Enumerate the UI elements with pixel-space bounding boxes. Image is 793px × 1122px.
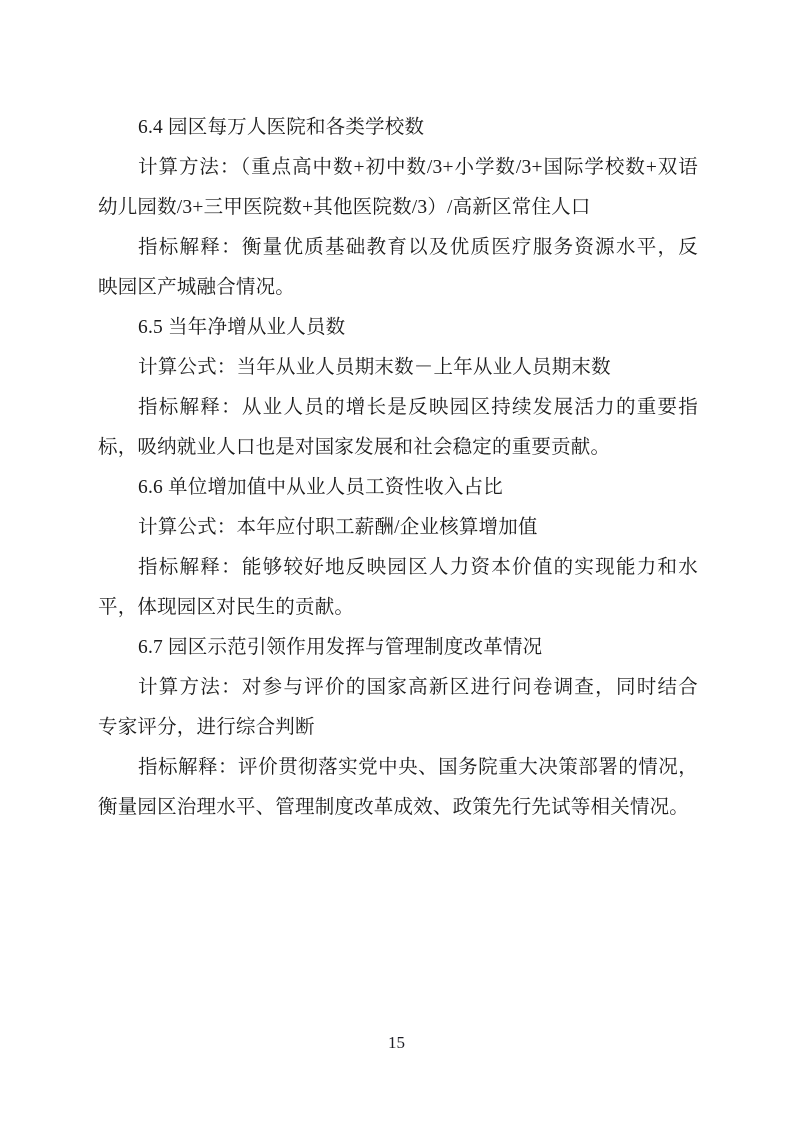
page-number: 15: [388, 1033, 405, 1052]
paragraph-line: 映园区产城融合情况。: [98, 277, 296, 298]
section-heading-6-5: 6.5 当年净增从业人员数: [138, 317, 346, 338]
paragraph-line: 衡量园区治理水平、管理制度改革成效、政策先行先试等相关情况。: [98, 797, 690, 818]
paragraph-line: 计算公式：本年应付职工薪酬/企业核算增加值: [138, 517, 538, 538]
paragraph-line: 计算方法：对参与评价的国家高新区进行问卷调查，同时结合: [138, 677, 698, 698]
paragraph-line: 指标解释：从业人员的增长是反映园区持续发展活力的重要指: [138, 397, 698, 418]
paragraph-line: 指标解释：衡量优质基础教育以及优质医疗服务资源水平，反: [138, 237, 698, 258]
paragraph-line: 幼儿园数/3+三甲医院数+其他医院数/3）/高新区常住人口: [98, 197, 591, 218]
paragraph-line: 计算公式：当年从业人员期末数－上年从业人员期末数: [138, 357, 611, 378]
paragraph-line: 计算方法：（重点高中数+初中数/3+小学数/3+国际学校数+双语: [138, 157, 698, 178]
page-content: [98, 108, 698, 828]
section-heading-6-7: 6.7 园区示范引领作用发挥与管理制度改革情况: [138, 637, 543, 658]
section-heading-6-6: 6.6 单位增加值中从业人员工资性收入占比: [138, 477, 503, 498]
paragraph-line: 标，吸纳就业人口也是对国家发展和社会稳定的重要贡献。: [98, 437, 611, 458]
paragraph-line: 专家评分，进行综合判断: [98, 717, 315, 738]
section-heading-6-4: 6.4 园区每万人医院和各类学校数: [138, 117, 425, 138]
paragraph-line: 平，体现园区对民生的贡献。: [98, 597, 355, 618]
paragraph-line: 指标解释：评价贯彻落实党中央、国务院重大决策部署的情况，: [138, 757, 698, 778]
paragraph-line: 指标解释：能够较好地反映园区人力资本价值的实现能力和水: [138, 557, 698, 578]
